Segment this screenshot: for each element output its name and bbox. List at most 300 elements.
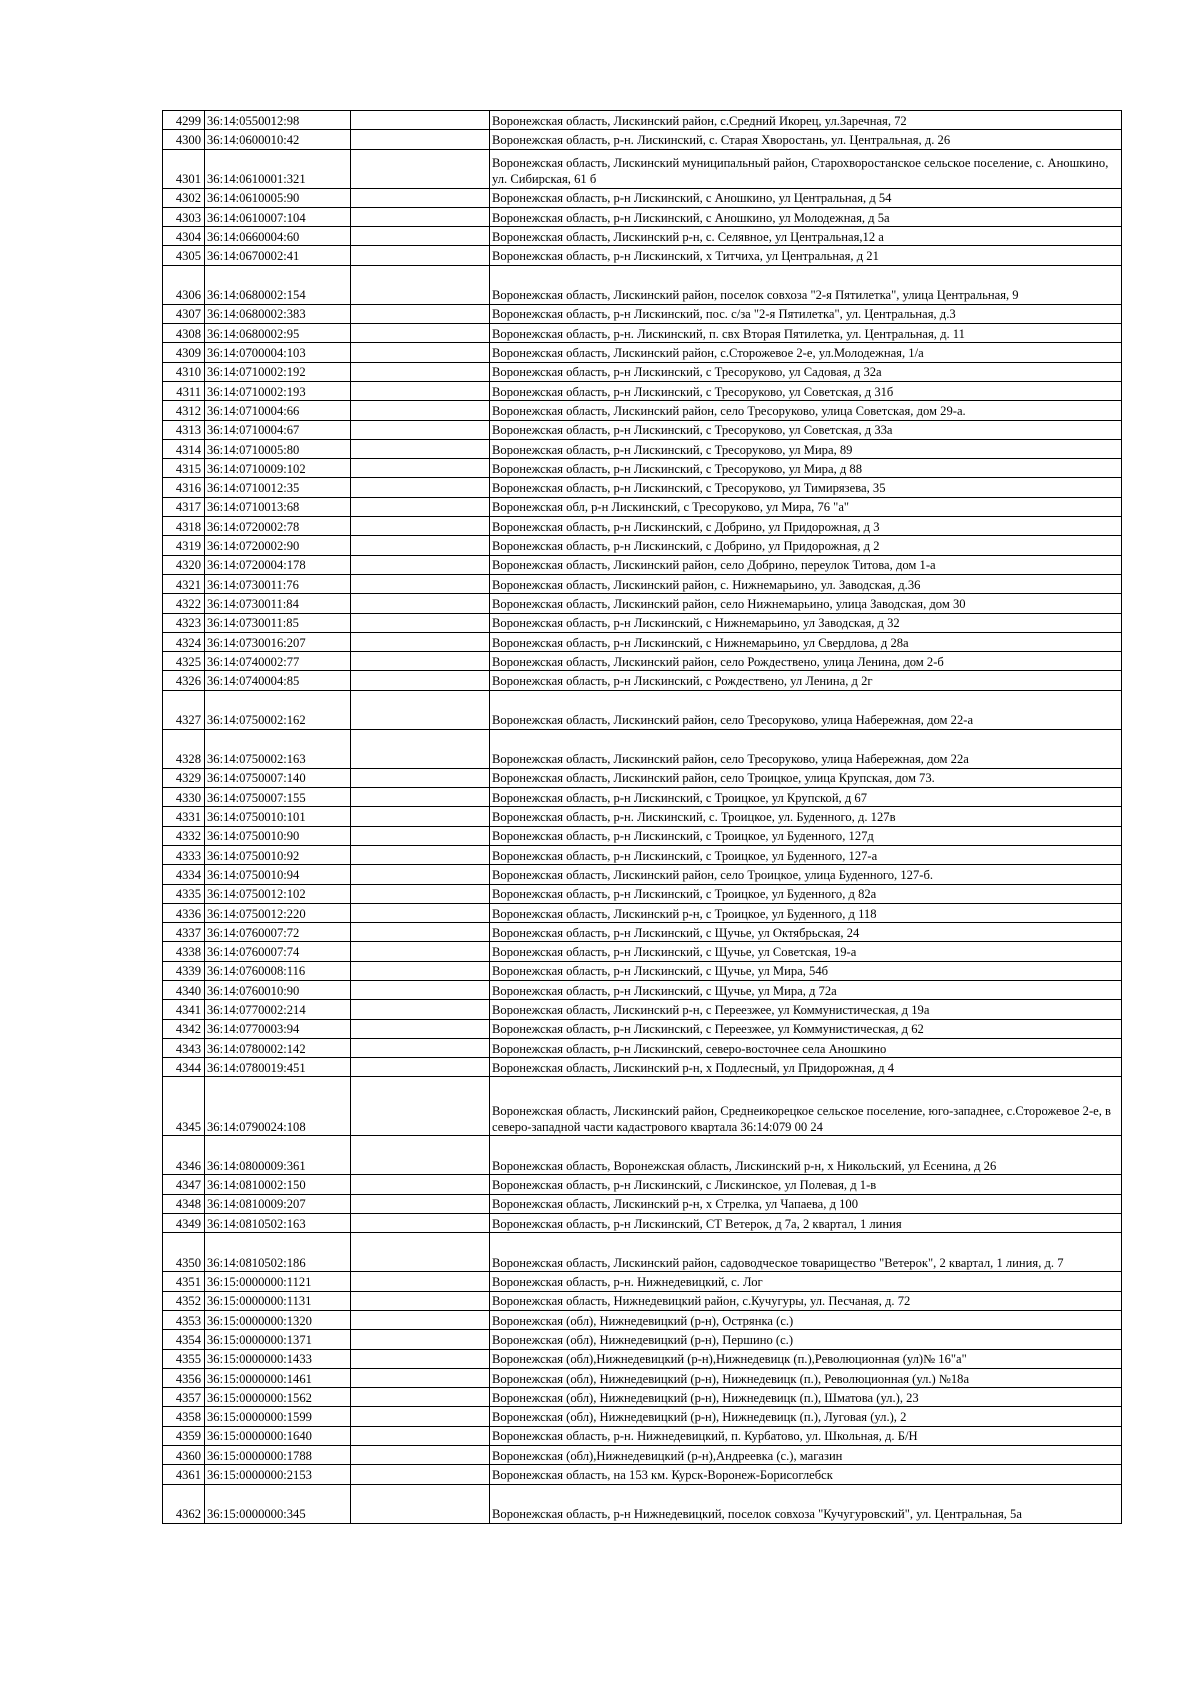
row-number-cell: 4352 [163,1291,205,1310]
table-row [163,1310,1122,1329]
cadastral-number-cell: 36:15:0000000:1788 [205,1446,351,1465]
property-register-table [162,110,1122,1524]
empty-cell [351,517,490,536]
table-row [163,923,1122,942]
cadastral-number-cell: 36:14:0710013:68 [205,497,351,516]
table-row [163,324,1122,343]
empty-cell [351,1175,490,1194]
cadastral-number-cell: 36:14:0550012:98 [205,111,351,130]
table-row [163,1136,1122,1175]
table-row [163,420,1122,439]
row-number-cell: 4304 [163,227,205,246]
empty-cell [351,923,490,942]
table-row [163,729,1122,768]
address-cell: Воронежская (обл), Нижнедевицкий (р-н), Першино (с.) [490,1330,1122,1349]
address-cell: Воронежская область, р-н Лискинский, с Нижнемарьино, ул Заводская, д 32 [490,613,1122,632]
empty-cell [351,690,490,729]
cadastral-number-cell: 36:14:0710009:102 [205,459,351,478]
empty-cell [351,613,490,632]
row-number-cell: 4322 [163,594,205,613]
empty-cell [351,1446,490,1465]
cadastral-number-cell: 36:14:0680002:383 [205,304,351,323]
table-row [163,1233,1122,1272]
address-cell: Воронежская область, Лискинский р-н, х Стрелка, ул Чапаева, д 100 [490,1194,1122,1213]
address-cell: Воронежская область, Лискинский район, садоводческое товарищество "Ветерок", 2 квартал, 1 линия, д. 7 [490,1233,1122,1272]
empty-cell [351,671,490,690]
table-row [163,1426,1122,1445]
row-number-cell: 4355 [163,1349,205,1368]
row-number-cell: 4344 [163,1058,205,1077]
empty-cell [351,980,490,999]
row-number-cell: 4307 [163,304,205,323]
cadastral-number-cell: 36:14:0750007:140 [205,768,351,787]
address-cell: Воронежская область, Лискинский район, село Троицкое, улица Буденного, 127-б. [490,865,1122,884]
row-number-cell: 4327 [163,690,205,729]
address-cell: Воронежская область, Лискинский р-н, с. Селявное, ул Центральная,12 а [490,227,1122,246]
row-number-cell: 4360 [163,1446,205,1465]
table-row [163,613,1122,632]
cadastral-number-cell: 36:14:0610005:90 [205,188,351,207]
address-cell: Воронежская область, р-н Лискинский, с Лискинское, ул Полевая, д 1-в [490,1175,1122,1194]
cadastral-number-cell: 36:14:0730011:84 [205,594,351,613]
row-number-cell: 4317 [163,497,205,516]
empty-cell [351,903,490,922]
empty-cell [351,149,490,188]
empty-cell [351,324,490,343]
table-row [163,1019,1122,1038]
address-cell: Воронежская область, Лискинский район, с.Средний Икорец, ул.Заречная, 72 [490,111,1122,130]
empty-cell [351,865,490,884]
cadastral-number-cell: 36:14:0700004:103 [205,343,351,362]
row-number-cell: 4362 [163,1484,205,1523]
table-row [163,1407,1122,1426]
table-row [163,903,1122,922]
address-cell: Воронежская область, Лискинский район, село Тресоруково, улица Советская, дом 29-а. [490,401,1122,420]
row-number-cell: 4300 [163,130,205,149]
cadastral-number-cell: 36:15:0000000:345 [205,1484,351,1523]
empty-cell [351,381,490,400]
row-number-cell: 4325 [163,652,205,671]
row-number-cell: 4340 [163,980,205,999]
table-row [163,1330,1122,1349]
row-number-cell: 4334 [163,865,205,884]
row-number-cell: 4354 [163,1330,205,1349]
table-row [163,652,1122,671]
row-number-cell: 4357 [163,1388,205,1407]
row-number-cell: 4301 [163,149,205,188]
cadastral-number-cell: 36:14:0750010:101 [205,807,351,826]
empty-cell [351,826,490,845]
address-cell: Воронежская область, Лискинский муниципальный район, Старохворостанское сельское поселение, с. Аношкино, ул. Сибирская, 61 б [490,149,1122,188]
cadastral-number-cell: 36:14:0790024:108 [205,1077,351,1136]
address-cell: Воронежская область, р-н Лискинский, с Троицкое, ул Буденного, 127д [490,826,1122,845]
address-cell: Воронежская область, Лискинский р-н, х Подлесный, ул Придорожная, д 4 [490,1058,1122,1077]
table-row [163,1484,1122,1523]
table-row [163,130,1122,149]
cadastral-number-cell: 36:14:0780019:451 [205,1058,351,1077]
row-number-cell: 4336 [163,903,205,922]
row-number-cell: 4341 [163,1000,205,1019]
row-number-cell: 4338 [163,942,205,961]
table-row [163,1175,1122,1194]
cadastral-number-cell: 36:14:0710004:66 [205,401,351,420]
empty-cell [351,1233,490,1272]
row-number-cell: 4311 [163,381,205,400]
cadastral-number-cell: 36:14:0810009:207 [205,1194,351,1213]
row-number-cell: 4303 [163,207,205,226]
cadastral-number-cell: 36:14:0770002:214 [205,1000,351,1019]
empty-cell [351,632,490,651]
address-cell: Воронежская область, р-н Нижнедевицкий, поселок совхоза "Кучугуровский", ул. Центральная, 5а [490,1484,1122,1523]
address-cell: Воронежская область, Лискинский р-н, с Переезжее, ул Коммунистическая, д 19а [490,1000,1122,1019]
table-row [163,439,1122,458]
table-row [163,884,1122,903]
row-number-cell: 4316 [163,478,205,497]
row-number-cell: 4332 [163,826,205,845]
table-row [163,768,1122,787]
cadastral-number-cell: 36:14:0770003:94 [205,1019,351,1038]
address-cell: Воронежская область, Лискинский район, село Добрино, переулок Титова, дом 1-а [490,555,1122,574]
table-row [163,845,1122,864]
empty-cell [351,574,490,593]
cadastral-number-cell: 36:15:0000000:1640 [205,1426,351,1445]
cadastral-number-cell: 36:14:0720004:178 [205,555,351,574]
empty-cell [351,1019,490,1038]
address-cell: Воронежская область, р-н. Лискинский, с. Троицкое, ул. Буденного, д. 127в [490,807,1122,826]
register-table [162,110,1122,1524]
row-number-cell: 4321 [163,574,205,593]
empty-cell [351,420,490,439]
table-row [163,497,1122,516]
empty-cell [351,1330,490,1349]
empty-cell [351,536,490,555]
row-number-cell: 4335 [163,884,205,903]
address-cell: Воронежская область, Лискинский район, поселок совхоза "2-я Пятилетка", улица Центральная, 9 [490,265,1122,304]
table-row [163,478,1122,497]
address-cell: Воронежская область, р-н. Нижнедевицкий, с. Лог [490,1272,1122,1291]
cadastral-number-cell: 36:14:0760007:74 [205,942,351,961]
empty-cell [351,1388,490,1407]
cadastral-number-cell: 36:14:0720002:90 [205,536,351,555]
empty-cell [351,1484,490,1523]
cadastral-number-cell: 36:14:0750010:90 [205,826,351,845]
address-cell: Воронежская (обл),Нижнедевицкий (р-н),Нижнедевицк (п.),Революционная (ул)№ 16"а" [490,1349,1122,1368]
cadastral-number-cell: 36:14:0720002:78 [205,517,351,536]
row-number-cell: 4306 [163,265,205,304]
cadastral-number-cell: 36:14:0600010:42 [205,130,351,149]
cadastral-number-cell: 36:14:0750012:220 [205,903,351,922]
table-row [163,1194,1122,1213]
empty-cell [351,594,490,613]
row-number-cell: 4309 [163,343,205,362]
address-cell: Воронежская область, Лискинский район, село Тресоруково, улица Набережная, дом 22а [490,729,1122,768]
table-row [163,1446,1122,1465]
row-number-cell: 4331 [163,807,205,826]
address-cell: Воронежская область, р-н Лискинский, с Аношкино, ул Центральная, д 54 [490,188,1122,207]
address-cell: Воронежская область, р-н Лискинский, с Троицкое, ул Буденного, д 82а [490,884,1122,903]
table-row [163,362,1122,381]
empty-cell [351,1214,490,1233]
address-cell: Воронежская область, р-н Лискинский, с Тресоруково, ул Советская, д 33а [490,420,1122,439]
cadastral-number-cell: 36:15:0000000:1562 [205,1388,351,1407]
address-cell: Воронежская область, р-н Лискинский, с Добрино, ул Придорожная, д 3 [490,517,1122,536]
cadastral-number-cell: 36:14:0810502:186 [205,1233,351,1272]
table-row [163,1388,1122,1407]
cadastral-number-cell: 36:14:0730011:85 [205,613,351,632]
address-cell: Воронежская область, р-н Лискинский, северо-восточнее села Аношкино [490,1038,1122,1057]
address-cell: Воронежская область, р-н Лискинский, с Щучье, ул Мира, 54б [490,961,1122,980]
row-number-cell: 4345 [163,1077,205,1136]
empty-cell [351,207,490,226]
cadastral-number-cell: 36:14:0760008:116 [205,961,351,980]
table-row [163,304,1122,323]
cadastral-number-cell: 36:14:0730011:76 [205,574,351,593]
cadastral-number-cell: 36:14:0710002:192 [205,362,351,381]
address-cell: Воронежская область, Лискинский район, с.Сторожевое 2-е, ул.Молодежная, 1/а [490,343,1122,362]
table-row [163,788,1122,807]
empty-cell [351,304,490,323]
empty-cell [351,1349,490,1368]
row-number-cell: 4329 [163,768,205,787]
cadastral-number-cell: 36:14:0780002:142 [205,1038,351,1057]
address-cell: Воронежская обл, р-н Лискинский, с Тресоруково, ул Мира, 76 "а" [490,497,1122,516]
table-row [163,1000,1122,1019]
table-row [163,807,1122,826]
table-row [163,188,1122,207]
cadastral-number-cell: 36:14:0680002:154 [205,265,351,304]
empty-cell [351,1465,490,1484]
table-row [163,1058,1122,1077]
cadastral-number-cell: 36:14:0610001:321 [205,149,351,188]
address-cell: Воронежская область, Лискинский район, село Рождествено, улица Ленина, дом 2-б [490,652,1122,671]
address-cell: Воронежская область, р-н Лискинский, с Тресоруково, ул Мира, д 88 [490,459,1122,478]
cadastral-number-cell: 36:14:0680002:95 [205,324,351,343]
table-row [163,517,1122,536]
empty-cell [351,1368,490,1387]
empty-cell [351,768,490,787]
row-number-cell: 4353 [163,1310,205,1329]
row-number-cell: 4359 [163,1426,205,1445]
empty-cell [351,1058,490,1077]
cadastral-number-cell: 36:14:0750010:94 [205,865,351,884]
address-cell: Воронежская область, р-н Лискинский, с Щучье, ул Октябрьская, 24 [490,923,1122,942]
cadastral-number-cell: 36:15:0000000:2153 [205,1465,351,1484]
empty-cell [351,1272,490,1291]
cadastral-number-cell: 36:14:0750002:163 [205,729,351,768]
address-cell: Воронежская область, р-н Лискинский, с Троицкое, ул Буденного, 127-а [490,845,1122,864]
cadastral-number-cell: 36:15:0000000:1599 [205,1407,351,1426]
empty-cell [351,130,490,149]
cadastral-number-cell: 36:14:0710005:80 [205,439,351,458]
cadastral-number-cell: 36:14:0710002:193 [205,381,351,400]
address-cell: Воронежская область, Лискинский район, село Нижнемарьино, улица Заводская, дом 30 [490,594,1122,613]
table-row [163,632,1122,651]
row-number-cell: 4302 [163,188,205,207]
address-cell: Воронежская область, р-н Лискинский, с Нижнемарьино, ул Свердлова, д 28а [490,632,1122,651]
cadastral-number-cell: 36:14:0710012:35 [205,478,351,497]
row-number-cell: 4305 [163,246,205,265]
table-row [163,207,1122,226]
empty-cell [351,246,490,265]
cadastral-number-cell: 36:14:0800009:361 [205,1136,351,1175]
address-cell: Воронежская область, р-н Лискинский, с Аношкино, ул Молодежная, д 5а [490,207,1122,226]
address-cell: Воронежская область, р-н Лискинский, пос. с/за "2-я Пятилетка", ул. Центральная, д.3 [490,304,1122,323]
empty-cell [351,478,490,497]
empty-cell [351,401,490,420]
address-cell: Воронежская область, р-н Лискинский, с Щучье, ул Мира, д 72а [490,980,1122,999]
address-cell: Воронежская область, р-н Лискинский, с Тресоруково, ул Мира, 89 [490,439,1122,458]
address-cell: Воронежская область, р-н Лискинский, с Троицкое, ул Крупской, д 67 [490,788,1122,807]
cadastral-number-cell: 36:14:0750010:92 [205,845,351,864]
row-number-cell: 4323 [163,613,205,632]
table-row [163,381,1122,400]
cadastral-number-cell: 36:15:0000000:1371 [205,1330,351,1349]
address-cell: Воронежская область, Воронежская область, Лискинский р-н, х Никольский, ул Есенина, д 26 [490,1136,1122,1175]
table-row [163,536,1122,555]
table-row [163,690,1122,729]
empty-cell [351,111,490,130]
empty-cell [351,1310,490,1329]
cadastral-number-cell: 36:14:0760010:90 [205,980,351,999]
table-row [163,980,1122,999]
row-number-cell: 4313 [163,420,205,439]
empty-cell [351,227,490,246]
empty-cell [351,343,490,362]
address-cell: Воронежская область, на 153 км. Курск-Воронеж-Борисоглебск [490,1465,1122,1484]
table-row [163,594,1122,613]
address-cell: Воронежская область, р-н Лискинский, х Титчиха, ул Центральная, д 21 [490,246,1122,265]
empty-cell [351,652,490,671]
row-number-cell: 4361 [163,1465,205,1484]
row-number-cell: 4339 [163,961,205,980]
cadastral-number-cell: 36:15:0000000:1461 [205,1368,351,1387]
row-number-cell: 4310 [163,362,205,381]
row-number-cell: 4346 [163,1136,205,1175]
empty-cell [351,807,490,826]
table-row [163,343,1122,362]
address-cell: Воронежская область, р-н. Лискинский, с. Старая Хворостань, ул. Центральная, д. 26 [490,130,1122,149]
empty-cell [351,961,490,980]
address-cell: Воронежская область, р-н Лискинский, с Щучье, ул Советская, 19-а [490,942,1122,961]
address-cell: Воронежская (обл), Нижнедевицкий (р-н), Острянка (с.) [490,1310,1122,1329]
empty-cell [351,265,490,304]
row-number-cell: 4337 [163,923,205,942]
table-row [163,401,1122,420]
row-number-cell: 4358 [163,1407,205,1426]
row-number-cell: 4328 [163,729,205,768]
table-row [163,942,1122,961]
table-row [163,1077,1122,1136]
row-number-cell: 4342 [163,1019,205,1038]
empty-cell [351,1291,490,1310]
row-number-cell: 4356 [163,1368,205,1387]
table-row [163,149,1122,188]
cadastral-number-cell: 36:14:0750002:162 [205,690,351,729]
table-row [163,1291,1122,1310]
table-row [163,865,1122,884]
row-number-cell: 4350 [163,1233,205,1272]
address-cell: Воронежская (обл), Нижнедевицкий (р-н), Нижнедевицк (п.), Луговая (ул.), 2 [490,1407,1122,1426]
table-row [163,246,1122,265]
address-cell: Воронежская область, р-н Лискинский, с Тресоруково, ул Садовая, д 32а [490,362,1122,381]
row-number-cell: 4333 [163,845,205,864]
address-cell: Воронежская область, Нижнедевицкий район, с.Кучугуры, ул. Песчаная, д. 72 [490,1291,1122,1310]
row-number-cell: 4320 [163,555,205,574]
empty-cell [351,1407,490,1426]
cadastral-number-cell: 36:14:0750007:155 [205,788,351,807]
cadastral-number-cell: 36:14:0740004:85 [205,671,351,690]
table-row [163,961,1122,980]
row-number-cell: 4347 [163,1175,205,1194]
address-cell: Воронежская область, р-н Лискинский, с Тресоруково, ул Тимирязева, 35 [490,478,1122,497]
empty-cell [351,439,490,458]
empty-cell [351,942,490,961]
empty-cell [351,884,490,903]
cadastral-number-cell: 36:15:0000000:1320 [205,1310,351,1329]
empty-cell [351,1000,490,1019]
table-row [163,1038,1122,1057]
cadastral-number-cell: 36:14:0760007:72 [205,923,351,942]
cadastral-number-cell: 36:14:0750012:102 [205,884,351,903]
empty-cell [351,788,490,807]
address-cell: Воронежская область, Лискинский район, село Троицкое, улица Крупская, дом 73. [490,768,1122,787]
empty-cell [351,555,490,574]
cadastral-number-cell: 36:15:0000000:1121 [205,1272,351,1291]
cadastral-number-cell: 36:15:0000000:1131 [205,1291,351,1310]
table-row [163,555,1122,574]
row-number-cell: 4315 [163,459,205,478]
row-number-cell: 4308 [163,324,205,343]
cadastral-number-cell: 36:14:0610007:104 [205,207,351,226]
cadastral-number-cell: 36:14:0660004:60 [205,227,351,246]
table-row [163,1465,1122,1484]
row-number-cell: 4319 [163,536,205,555]
row-number-cell: 4330 [163,788,205,807]
table-row [163,574,1122,593]
table-row [163,111,1122,130]
table-row [163,459,1122,478]
cadastral-number-cell: 36:14:0730016:207 [205,632,351,651]
table-row [163,826,1122,845]
address-cell: Воронежская область, р-н Лискинский, с Переезжее, ул Коммунистическая, д 62 [490,1019,1122,1038]
empty-cell [351,362,490,381]
cadastral-number-cell: 36:14:0810002:150 [205,1175,351,1194]
address-cell: Воронежская область, р-н Лискинский, с Добрино, ул Придорожная, д 2 [490,536,1122,555]
table-row [163,1349,1122,1368]
address-cell: Воронежская область, Лискинский район, Среднеикорецкое сельское поселение, юго-западнее, с.Сторожевое 2-е, в северо-западной части кадастрового квартала 36:14:079 00 24 [490,1077,1122,1136]
row-number-cell: 4343 [163,1038,205,1057]
row-number-cell: 4324 [163,632,205,651]
empty-cell [351,1426,490,1445]
row-number-cell: 4318 [163,517,205,536]
row-number-cell: 4351 [163,1272,205,1291]
row-number-cell: 4299 [163,111,205,130]
address-cell: Воронежская область, р-н. Нижнедевицкий, п. Курбатово, ул. Школьная, д. Б/Н [490,1426,1122,1445]
address-cell: Воронежская (обл), Нижнедевицкий (р-н), Нижнедевицк (п.), Шматова (ул.), 23 [490,1388,1122,1407]
table-row [163,1368,1122,1387]
table-row [163,671,1122,690]
row-number-cell: 4326 [163,671,205,690]
empty-cell [351,1136,490,1175]
address-cell: Воронежская область, Лискинский район, с. Нижнемарьино, ул. Заводская, д.36 [490,574,1122,593]
address-cell: Воронежская область, р-н Лискинский, с Рождествено, ул Ленина, д 2г [490,671,1122,690]
row-number-cell: 4349 [163,1214,205,1233]
empty-cell [351,459,490,478]
address-cell: Воронежская область, Лискинский район, село Тресоруково, улица Набережная, дом 22-а [490,690,1122,729]
address-cell: Воронежская область, Лискинский р-н, с Троицкое, ул Буденного, д 118 [490,903,1122,922]
row-number-cell: 4348 [163,1194,205,1213]
empty-cell [351,729,490,768]
